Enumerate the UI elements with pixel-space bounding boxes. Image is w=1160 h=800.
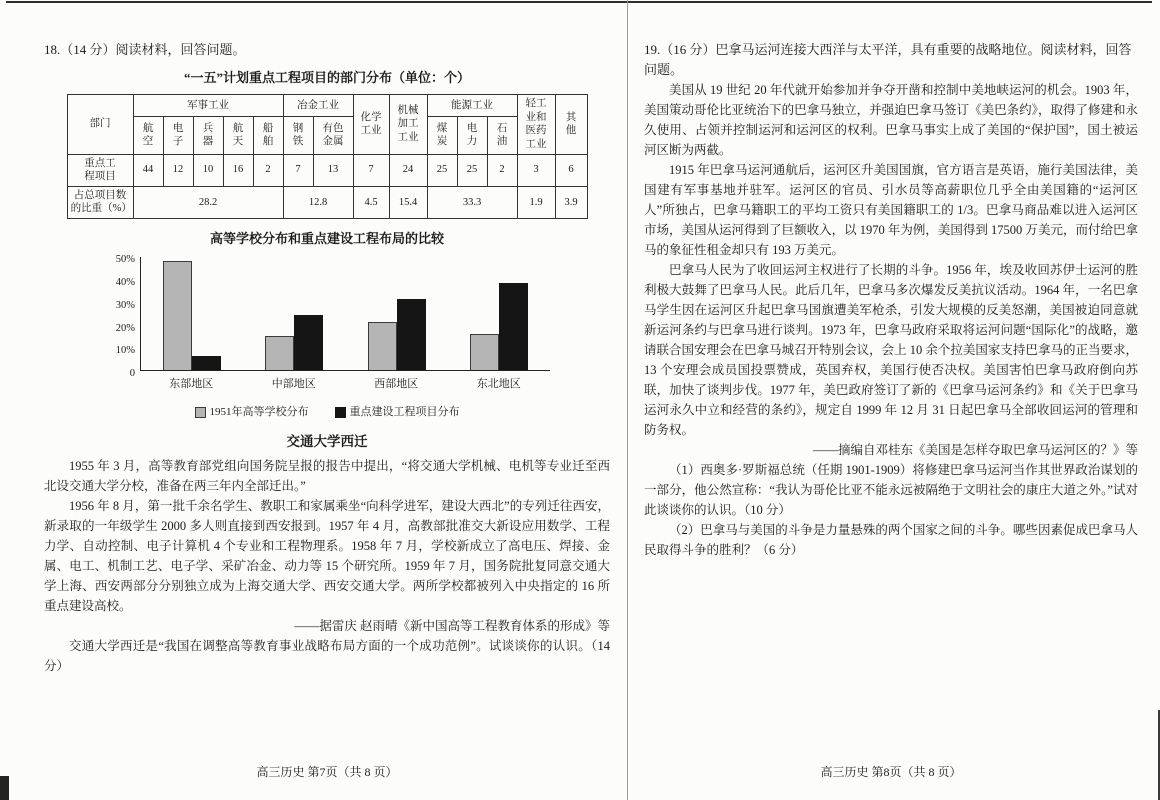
table-subheader-cell — [193, 116, 223, 154]
row-label: 占总项目数的比重（%） — [70, 189, 132, 215]
table-header-cell — [517, 95, 555, 155]
sub-question-1: （1）西奥多·罗斯福总统（任期 1901-1909）将修建巴拿马运河当作其世界政治谋划的一部分，他公然宣称：“我认为哥伦比亚不能永远被隔绝于文明社会的康庄大道之外。”试对此谈谈你的认识。（10 分） — [644, 463, 1138, 517]
legend-item-colleges — [195, 402, 309, 422]
x-axis-label: 西部地区 — [374, 378, 419, 391]
table-subheader-cell — [283, 116, 313, 154]
table-title: “一五”计划重点工程项目的部门分布（单位：个） — [183, 70, 470, 85]
table-cell: 1.9 — [517, 186, 555, 218]
bar-colleges-1951 — [368, 322, 397, 370]
table-header-cell — [389, 95, 427, 155]
subheader-label: 煤炭 — [436, 122, 448, 148]
row-label: 重点工程项目 — [84, 157, 116, 183]
source-attribution: ——据雷庆 赵雨晴《新中国高等工程教育体系的形成》等 — [294, 619, 610, 634]
table-cell: 25 — [457, 154, 487, 186]
bar-key-projects — [192, 356, 221, 370]
table-header-label: 轻工业和医药工业 — [525, 98, 547, 150]
x-axis-labels — [140, 374, 550, 394]
bar-group — [448, 257, 550, 370]
bar-group — [243, 257, 345, 370]
department-distribution-table — [67, 94, 588, 219]
paragraph: 美国从 19 世纪 20 年代就开始参加并争夺开凿和控制中美地峡运河的机会。1903 年，美国策动哥伦比亚统治下的巴拿马独立，并强迫巴拿马签订《美巴条约》，取得了修建和永久使用、占领并控制运河和运河区的权利。巴拿马事实上成了美国的“保护国”，国土被运河区断为两截。 — [644, 83, 1138, 157]
bar-group — [141, 257, 243, 370]
paragraph: 交通大学西迁是“我国在调整高等教育事业战略布局方面的一个成功范例”。试谈谈你的认识。（14 分） — [44, 639, 610, 674]
table-cell: 12.8 — [283, 186, 353, 218]
bar-colleges-1951 — [265, 336, 294, 370]
section-title: 交通大学西迁 — [286, 434, 368, 450]
table-row-label-cell — [67, 186, 133, 218]
table-cell: 33.3 — [427, 186, 517, 218]
subheader-label: 船舶 — [262, 122, 274, 148]
chart-legend — [104, 402, 550, 422]
table-cell: 12 — [163, 154, 193, 186]
table-header-label: 机械加工工业 — [397, 104, 419, 144]
legend-item-projects — [335, 402, 460, 422]
table-cell: 2 — [487, 154, 517, 186]
table-cell: 24 — [389, 154, 427, 186]
table-cell: 3.9 — [555, 186, 587, 218]
table-cell: 15.4 — [389, 186, 427, 218]
paragraph: 1956 年 8 月，第一批千余名学生、教职工和家属乘坐“向科学进军，建设大西北”的专列迁往西安，新录取的一年级学生 2000 多人则直接到西安报到。1957 年 4 月，高教部批准交大新设应用数学、工程力学、自动控制、电子计算机 4 个专业和工程物理系。1958 年 7 月，学校新成立了高电压、焊接、金属、电工、机制工艺、电子学、采矿冶金、动力等 15 个研究所。1959 年 7 月，国务院批复同意交通大学上海、西安两部分分别独立成为上海交通大学、西安交通大学。两所学校都被列入中央指定的 16 所重点建设高校。 — [44, 499, 610, 614]
table-header-cell: 冶金工业 — [283, 95, 353, 117]
table-cell: 4.5 — [353, 186, 389, 218]
question-18-intro: 18.（14 分）阅读材料，回答问题。 — [44, 42, 246, 57]
table-cell: 6 — [555, 154, 587, 186]
question-19-intro: 19.（16 分）巴拿马运河连接大西洋与太平洋，具有重要的战略地位。阅读材料，回答问题。 — [644, 42, 1132, 77]
table-subheader-cell — [253, 116, 283, 154]
table-header-cell — [353, 95, 389, 155]
table-row-label-cell — [67, 154, 133, 186]
table-cell: 13 — [313, 154, 353, 186]
page-8 — [644, 40, 1138, 560]
paragraph: 1915 年巴拿马运河通航后，运河区升美国国旗，官方语言是英语，施行美国法律，美国建有军事基地并驻军。运河区的官员、引水员等高薪职位几乎全由美国籍的“运河区人”所独占，巴拿马籍职工的平均工资只有美国籍职工的 1/3。巴拿马商品难以进入运河区市场，美国从运河得到了巨额收入，以 1970 年为例，美国得到 17500 万美元，而付给巴拿马的象征性租金却只有 193 万美元。 — [644, 163, 1138, 257]
bar-key-projects — [294, 315, 323, 370]
legend-label: 重点建设工程项目分布 — [349, 406, 460, 419]
subheader-label: 电力 — [466, 122, 478, 148]
table-subheader-cell — [457, 116, 487, 154]
legend-swatch-colleges — [195, 407, 206, 418]
table-cell: 10 — [193, 154, 223, 186]
y-tick-label: 30% — [115, 299, 135, 311]
x-axis-label: 东部地区 — [169, 378, 214, 391]
table-subheader-cell — [133, 116, 163, 154]
y-tick-label: 0 — [129, 368, 135, 380]
subheader-label: 电子 — [172, 122, 184, 148]
bar-chart — [104, 254, 550, 422]
subheader-label: 钢铁 — [292, 122, 304, 148]
paragraph: 1955 年 3 月，高等教育部党组向国务院呈报的报告中提出，“将交通大学机械、电机等专业迁至西北设交通大学分校，准备在两三年内全部迁出。” — [44, 459, 610, 494]
table-header-cell: 能源工业 — [427, 95, 517, 117]
y-axis — [104, 254, 140, 380]
legend-label: 1951年高等学校分布 — [209, 406, 309, 419]
table-cell: 2 — [253, 154, 283, 186]
table-subheader-cell — [427, 116, 457, 154]
page-8-footer: 高三历史 第8页（共 8 页） — [820, 765, 962, 779]
bar-group — [346, 257, 448, 370]
table-cell: 7 — [353, 154, 389, 186]
bar-key-projects — [397, 299, 426, 370]
table-subheader-cell — [313, 116, 353, 154]
table-subheader-cell — [223, 116, 253, 154]
page-divider — [627, 0, 628, 800]
subheader-label: 兵器 — [202, 122, 214, 148]
table-subheader-cell — [163, 116, 193, 154]
chart-plot — [140, 257, 550, 371]
y-tick-label: 50% — [115, 254, 135, 266]
table-header-cell — [555, 95, 587, 155]
chart-title: 高等学校分布和重点建设工程布局的比较 — [209, 231, 444, 247]
subheader-label: 航空 — [142, 122, 154, 148]
x-axis-label: 中部地区 — [271, 378, 316, 391]
subheader-label: 石油 — [496, 122, 508, 148]
sub-question-2: （2）巴拿马与美国的斗争是力量悬殊的两个国家之间的斗争。哪些因素促成巴拿马人民取得斗争的胜利？（6 分） — [644, 523, 1138, 557]
bar-key-projects — [499, 283, 528, 370]
table-header-label: 其他 — [565, 111, 577, 137]
bar-colleges-1951 — [470, 334, 499, 370]
x-axis-label: 东北地区 — [476, 378, 521, 391]
scan-corner-bottom-left — [0, 776, 9, 800]
table-cell: 28.2 — [133, 186, 283, 218]
page-7 — [44, 40, 610, 676]
chart-grid — [104, 254, 550, 380]
table-cell: 44 — [133, 154, 163, 186]
table-header-label: 化学工业 — [360, 111, 382, 137]
y-tick-label: 20% — [115, 322, 135, 334]
table-cell: 3 — [517, 154, 555, 186]
paragraph: 巴拿马人民为了收回运河主权进行了长期的斗争。1956 年，埃及收回苏伊士运河的胜利极大鼓舞了巴拿马人民。此后几年，巴拿马多次爆发反美抗议活动。1964 年，一名巴拿马学生因在运河区升起巴拿马国旗遭美军枪杀，引发大规模的反美怒潮，美国被迫同意就新运河条约与巴拿马进行谈判。1973 年，巴拿马政府采取将运河问题“国际化”的战略，邀请联合国安理会在巴拿马城召开特别会议，会上 10 余个拉美国家支持巴拿马的正当要求，13 个安理会成员国投票赞成，英国弃权，美国行使否决权。美国害怕巴拿马政府倒向苏联，加快了谈判步伐。1977 年，美巴政府签订了新的《巴拿马运河条约》和《关于巴拿马运河永久中立和经营的条约》，规定自 1999 年 12 月 31 日起巴拿马全部收回运河的管理和防务权。 — [644, 263, 1138, 437]
page-7-footer: 高三历史 第7页（共 8 页） — [256, 765, 398, 779]
source-attribution: ——摘编自邓桂东《美国是怎样夺取巴拿马运河区的？》等 — [812, 443, 1138, 457]
y-tick-label: 40% — [115, 276, 135, 288]
table-cell: 7 — [283, 154, 313, 186]
table-header-cell: 军事工业 — [133, 95, 283, 117]
table-cell: 25 — [427, 154, 457, 186]
y-tick-label: 10% — [115, 345, 135, 357]
table-corner-cell: 部门 — [67, 95, 133, 155]
bar-colleges-1951 — [163, 261, 192, 370]
scan-edge-top — [6, 1, 1152, 3]
subheader-label: 有色金属 — [322, 122, 344, 148]
table-cell: 16 — [223, 154, 253, 186]
subheader-label: 航天 — [232, 122, 244, 148]
table-subheader-cell — [487, 116, 517, 154]
legend-swatch-projects — [335, 407, 346, 418]
